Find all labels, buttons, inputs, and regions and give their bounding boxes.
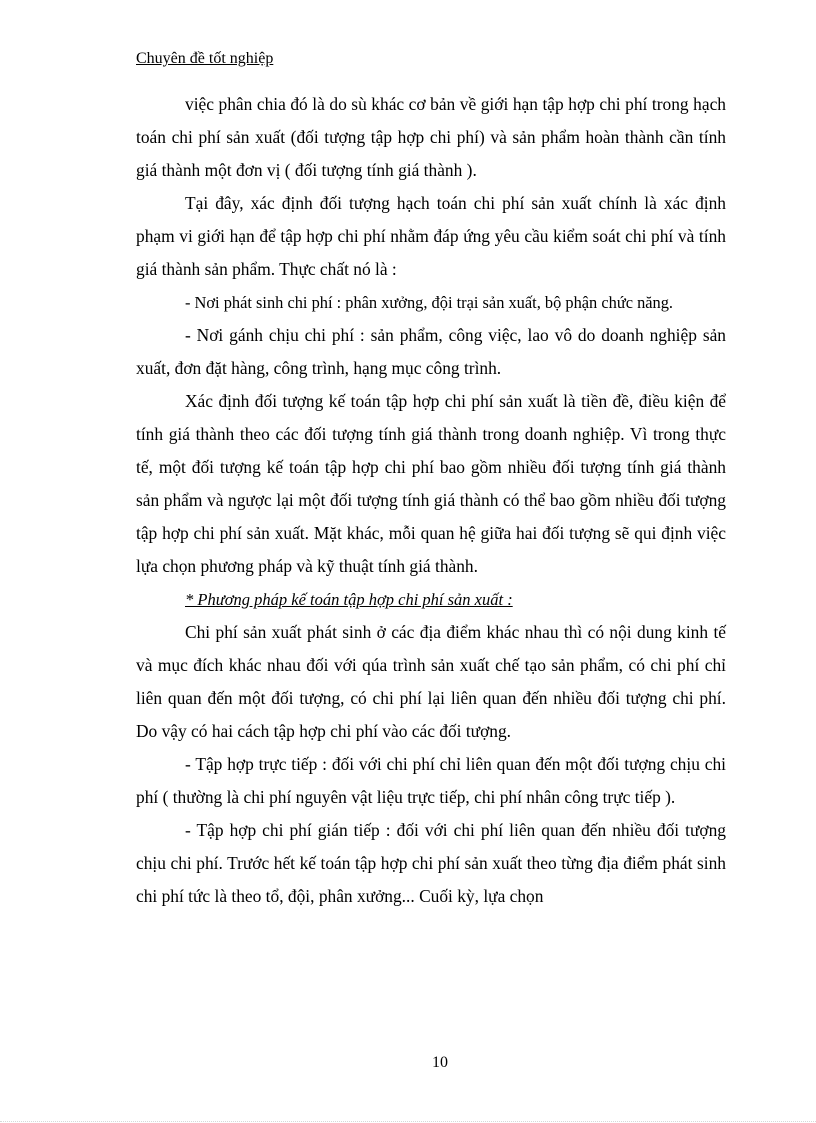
list-item-cost-origin: - Nơi phát sinh chi phí : phân xưởng, đội trại sản xuất, bộ phận chức năng. xyxy=(185,293,674,312)
page-number: 10 xyxy=(432,1054,448,1071)
list-item-indirect-allocation: - Tập hợp chi phí gián tiếp : đối với chi phí liên quan đến nhiều đối tượng chịu chi phí. Trước hết kế toán tập hợp chi phí sản xuất theo từng địa điểm phát sinh chi phí tức là theo tổ, đội, phân xưởng... Cuối kỳ, lựa chọn xyxy=(136,820,726,906)
paragraph-methods-intro: Chi phí sản xuất phát sinh ở các địa điểm khác nhau thì có nội dung kinh tế và mục đích khác nhau đối với qúa trình sản xuất chế tạo sản phẩm, có chi phí chỉ liên quan đến một đối tượng, có chi phí lại liên quan đến nhiều đối tượng chi phí. Do vậy có hai cách tập hợp chi phí vào các đối tượng. xyxy=(136,622,726,741)
list-item-direct-allocation: - Tập hợp trực tiếp : đối với chi phí chỉ liên quan đến một đối tượng chịu chi phí ( thường là chi phí nguyên vật liệu trực tiếp, chi phí nhân công trực tiếp ). xyxy=(136,754,726,807)
document-body xyxy=(136,88,726,913)
page-bottom-edge xyxy=(0,1121,816,1122)
list-item-cost-bearer: - Nơi gánh chịu chi phí : sản phẩm, công việc, lao vô do doanh nghiệp sản xuất, đơn đặt hàng, công trình, hạng mục công trình. xyxy=(136,325,726,378)
paragraph-relationship: Xác định đối tượng kế toán tập hợp chi phí sản xuất là tiền đề, điều kiện để tính giá thành theo các đối tượng tính giá thành trong doanh nghiệp. Vì trong thực tế, một đối tượng kế toán tập hợp chi phí bao gồm nhiều đối tượng tính giá thành sản phẩm và ngược lại một đối tượng tính giá thành có thể bao gồm nhiều đối tượng tập hợp chi phí sản xuất. Mặt khác, mỗi quan hệ giữa hai đối tượng sẽ qui định việc lựa chọn phương pháp và kỹ thuật tính giá thành. xyxy=(136,391,726,576)
section-subheading: * Phương pháp kế toán tập hợp chi phí sản xuất : xyxy=(185,590,513,609)
document-header-title: Chuyên đề tốt nghiệp xyxy=(136,50,274,67)
paragraph-definition: Tại đây, xác định đối tượng hạch toán chi phí sản xuất chính là xác định phạm vi giới hạn để tập hợp chi phí nhằm đáp ứng yêu cầu kiểm soát chi phí và tính giá thành sản phẩm. Thực chất nó là : xyxy=(136,193,726,279)
paragraph-continuation: việc phân chia đó là do sù khác cơ bản về giới hạn tập hợp chi phí trong hạch toán chi phí sản xuất (đối tượng tập hợp chi phí) và sản phẩm hoàn thành cần tính giá thành một đơn vị ( đối tượng tính giá thành ). xyxy=(136,94,726,180)
